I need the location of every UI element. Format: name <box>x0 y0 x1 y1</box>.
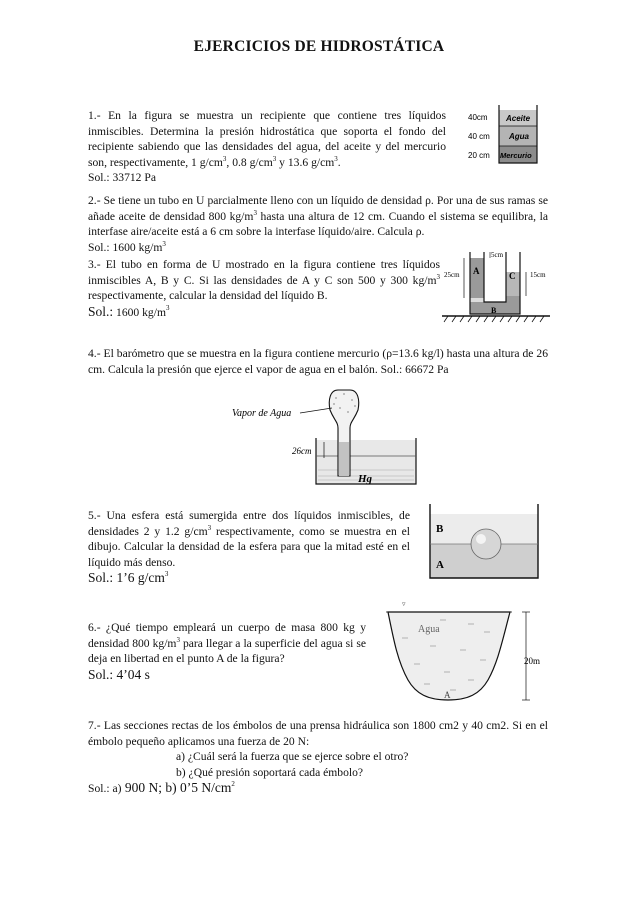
solution-3: Sol.: <box>88 303 114 319</box>
svg-text:▿: ▿ <box>402 602 406 608</box>
superscript: 2 <box>231 780 235 789</box>
water-label: Agua <box>418 624 440 635</box>
height-label: 40cm <box>468 113 488 122</box>
vapor-label: Vapor de Agua <box>232 408 292 419</box>
superscript: 3 <box>272 154 277 163</box>
option-b: b) ¿Qué presión soportará cada émbolo? <box>176 765 364 779</box>
problem-3-text: respectivamente, calcular la densidad del líquido B. <box>88 289 328 303</box>
problem-6-text: 6.- ¿Qué tiempo empleará un cuerpo de masa 800 kg y densidad 800 kg/m <box>88 621 366 650</box>
problem-2 <box>88 193 548 255</box>
problem-3-text: 3.- El tubo en forma de U mostrado en la figura contiene tres líquidos inmiscibles A, B y C. Si las densidades de A y C son 500 y 300 kg/m <box>88 258 440 287</box>
problem-4-text: 4.- El barómetro que se muestra en la figura contiene mercurio (ρ=13.6 kg/l) hasta una altura de 26 cm. Calcula la presión que ejerce el vapor de agua en el balón. Sol.: 66672 Pa <box>88 347 548 376</box>
superscript: 3 <box>253 208 257 217</box>
liquid-b-label: B <box>491 306 497 315</box>
problem-7-text: 7.- Las secciones rectas de los émbolos de una prensa hidráulica son 1800 cm2 y 40 cm2. Si en el émbolo pequeño aplicamos una fuerza de 20 N: <box>88 719 548 748</box>
superscript: 3 <box>207 523 212 532</box>
problem-7 <box>88 718 548 797</box>
height-label: 25cm <box>444 271 460 279</box>
layer-label: Aceite <box>506 114 531 123</box>
sphere <box>471 529 501 559</box>
u-tube-figure <box>442 248 552 324</box>
superscript: 3 <box>164 570 169 579</box>
page-title: EJERCICIOS DE HIDROSTÁTICA <box>193 38 445 55</box>
solution-5: Sol.: 1’6 g/cm <box>88 570 165 586</box>
problem-1-text: y 13.6 g/cm <box>276 155 335 169</box>
superscript: 3 <box>176 635 180 644</box>
problem-3 <box>88 257 440 320</box>
layer-label: Agua <box>509 132 529 141</box>
height-label: 26cm <box>292 446 312 456</box>
height-label: 40 cm <box>468 132 490 141</box>
problem-2-text: hasta una altura de 12 cm. Cuando el sistema se equilibra, la interfase aire/aceite está a 6 cm sobre la interfase líquido/aire. Calcula ρ. <box>88 209 549 239</box>
height-label: 15cm <box>530 271 546 279</box>
superscript: 3 <box>162 239 166 248</box>
problem-6 <box>88 620 366 683</box>
height-label: 20 cm <box>468 151 490 160</box>
problem-5 <box>88 508 410 587</box>
superscript: 3 <box>165 303 170 312</box>
problem-6-text: para llegar a la superficie del agua si se deja en libertad en el punto A de la figura? <box>88 636 366 666</box>
problem-5-text: 5.- Una esfera está sumergida entre dos líquidos inmiscibles, de densidades 2 y 1.2 g/cm <box>88 509 410 538</box>
superscript: 3 <box>334 154 338 163</box>
layered-container-figure <box>460 102 550 168</box>
solution-7: Sol.: a) <box>88 782 122 796</box>
option-a: a) ¿Cuál será la fuerza que se ejerce sobre el otro? <box>176 750 409 764</box>
problem-1-text: . <box>337 155 341 169</box>
hg-label: Hg <box>358 473 373 485</box>
solution-1: Sol.: 33712 Pa <box>88 171 156 185</box>
liquid-c-label: C <box>509 271 516 281</box>
height-label: 20m <box>524 656 541 666</box>
solution-2: Sol.: 1600 kg/m <box>88 240 163 254</box>
problem-2-text: 2.- Se tiene un tubo en U parcialmente lleno con un líquido de densidad ρ. Por una de sus ramas se añade aceite de densidad 800 kg/m <box>88 194 548 223</box>
liquid-a-label: A <box>436 559 444 571</box>
solution-7: 900 N; b) 0’5 N/cm <box>121 780 232 796</box>
point-a-label: A <box>444 690 451 700</box>
liquid-a-label: A <box>473 266 480 276</box>
solution-6: Sol.: 4’04 s <box>88 666 150 682</box>
problem-4 <box>88 346 548 377</box>
solution-3: 1600 kg/m <box>113 305 166 319</box>
options-list <box>88 749 548 780</box>
height-label: 5cm <box>491 251 504 259</box>
superscript: 3 <box>222 154 227 163</box>
problem-1-text: , 0.8 g/cm <box>226 155 273 169</box>
tank-outline <box>388 612 510 700</box>
layer-label: Mercurio <box>500 151 532 160</box>
superscript: 3 <box>436 272 440 281</box>
problem-5-text: respectivamente, como se muestra en el dibujo. Calcular la densidad de la esfera para que la mitad esté en el líquido más denso. <box>88 524 410 569</box>
barometer-figure <box>230 380 430 490</box>
sphere-figure <box>420 500 550 584</box>
problem-1-text: 1.- En la figura se muestra un recipiente que contiene tres líquidos inmiscibles. Determina la presión hidrostática que soporta el fondo del recipiente sabiendo que las densidades del agua, del aceite y del mercurio son, respectivamente, 1 g/cm <box>88 109 446 169</box>
tank-figure <box>380 602 550 706</box>
liquid-b-label: B <box>436 523 444 535</box>
problem-1 <box>88 108 446 186</box>
